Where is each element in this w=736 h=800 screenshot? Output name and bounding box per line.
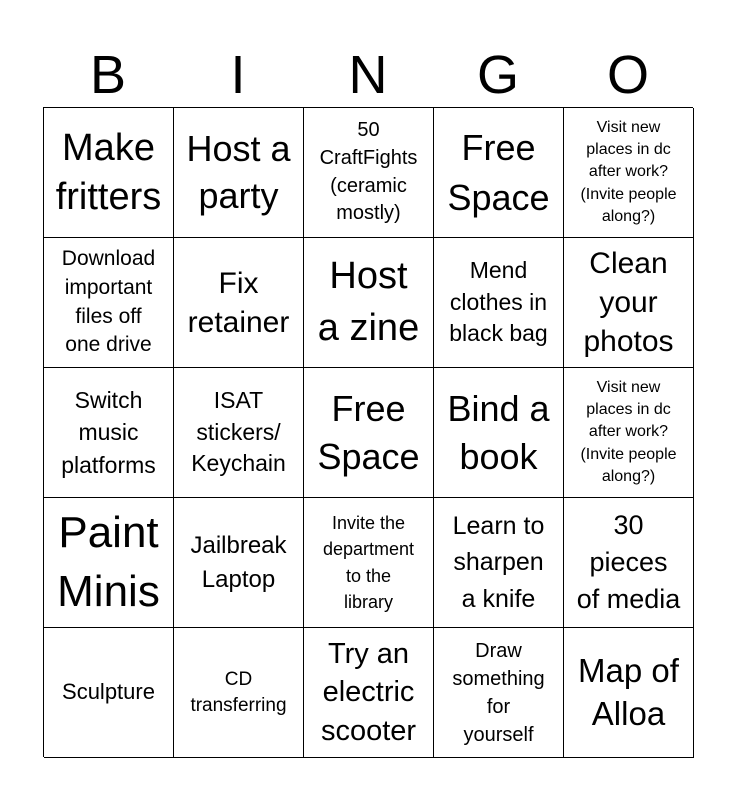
header-letter-n: N bbox=[348, 45, 388, 105]
bingo-cell[interactable] bbox=[44, 238, 174, 368]
cell-text: Draw something for yourself bbox=[452, 639, 545, 746]
bingo-cell[interactable] bbox=[174, 238, 304, 368]
cell-text: Learn to sharpen a knife bbox=[452, 512, 545, 613]
bingo-cell[interactable] bbox=[174, 498, 304, 628]
bingo-header bbox=[43, 44, 693, 106]
bingo-cell[interactable] bbox=[174, 628, 304, 758]
cell-text: Fix retainer bbox=[187, 266, 290, 339]
cell-text: Paint Minis bbox=[57, 507, 160, 616]
cell-text: 50 CraftFights (ceramic mostly) bbox=[319, 119, 418, 225]
bingo-cell[interactable] bbox=[44, 628, 174, 758]
cell-text: ISAT stickers/ Keychain bbox=[191, 386, 286, 477]
bingo-cell[interactable] bbox=[564, 628, 694, 758]
cell-text: Free Space bbox=[317, 387, 420, 477]
bingo-cell[interactable] bbox=[434, 498, 564, 628]
cell-text: 30 pieces of media bbox=[576, 509, 681, 615]
bingo-cell[interactable] bbox=[304, 238, 434, 368]
cell-text: CD transferring bbox=[190, 668, 287, 716]
free-space-cell[interactable] bbox=[434, 108, 564, 238]
cell-text: Try an electric scooter bbox=[320, 637, 417, 747]
bingo-grid bbox=[43, 107, 693, 757]
cell-text: Sculpture bbox=[62, 679, 155, 705]
bingo-cell[interactable] bbox=[44, 108, 174, 238]
cell-text: Bind a book bbox=[447, 387, 550, 477]
header-letter-i: I bbox=[230, 45, 246, 105]
cell-text: Jailbreak Laptop bbox=[190, 532, 287, 593]
header-letter-b: B bbox=[89, 45, 127, 105]
cell-text: Make fritters bbox=[55, 126, 162, 218]
cell-text: Switch music platforms bbox=[61, 387, 156, 478]
bingo-cell[interactable] bbox=[434, 238, 564, 368]
bingo-cell[interactable] bbox=[304, 498, 434, 628]
free-space-cell[interactable] bbox=[304, 368, 434, 498]
cell-text: Download important files off one drive bbox=[61, 247, 156, 357]
bingo-cell[interactable] bbox=[564, 498, 694, 628]
cell-text: Visit new places in dc after work? (Invite people along?) bbox=[580, 378, 677, 486]
cell-text: Map of Alloa bbox=[578, 651, 679, 732]
cell-text: Host a zine bbox=[317, 254, 420, 349]
bingo-cell[interactable] bbox=[174, 368, 304, 498]
bingo-cell[interactable] bbox=[304, 108, 434, 238]
cell-text: Invite the department to the library bbox=[322, 513, 415, 612]
cell-text: Host a party bbox=[186, 127, 291, 216]
bingo-cell[interactable] bbox=[304, 628, 434, 758]
bingo-cell[interactable] bbox=[44, 368, 174, 498]
header-letter-o: O bbox=[606, 45, 649, 105]
bingo-cell[interactable] bbox=[564, 108, 694, 238]
bingo-cell[interactable] bbox=[434, 368, 564, 498]
bingo-cell[interactable] bbox=[434, 628, 564, 758]
cell-text: Clean your photos bbox=[583, 247, 674, 358]
cell-text: Visit new places in dc after work? (Invite people along?) bbox=[580, 118, 677, 226]
cell-text: Mend clothes in black bag bbox=[449, 256, 548, 347]
bingo-cell[interactable] bbox=[564, 368, 694, 498]
bingo-cell[interactable] bbox=[44, 498, 174, 628]
bingo-cell[interactable] bbox=[564, 238, 694, 368]
cell-text: Free Space bbox=[447, 126, 550, 218]
header-letter-g: G bbox=[476, 45, 519, 105]
bingo-cell[interactable] bbox=[174, 108, 304, 238]
